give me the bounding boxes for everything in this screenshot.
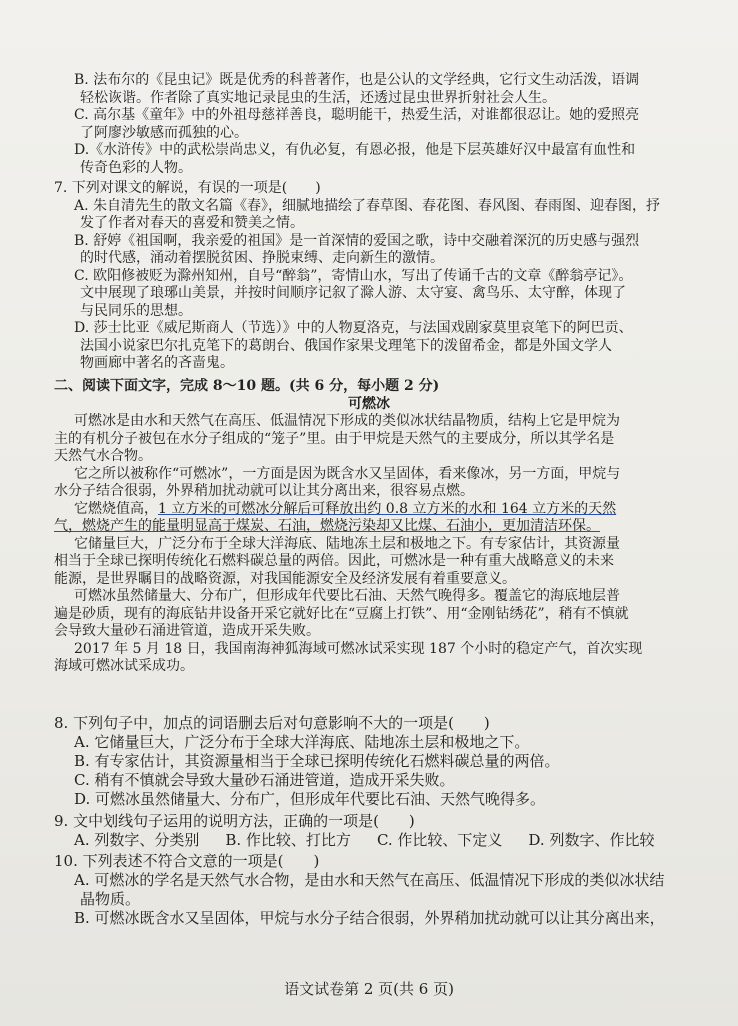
q6-option-b-line2: 轻松诙谐。作者除了真实地记录昆虫的生活，还透过昆虫世界折射社会人生。 [80,89,556,106]
q7-stem: 7. 下列对课文的解说，有误的一项是( ) [54,180,321,196]
passage-p4-line2: 相当于全球已探明传统化石燃料碳总量的两倍。因此，可燃冰是一种有重大战略意义的未来 [54,553,614,569]
q6-option-d-line1: D.《水浒传》中的武松崇尚忠义，有仇必复，有恩必报，他是下层英雄好汉中最富有血性和 [74,142,636,158]
q6-options [54,72,684,177]
passage-title: 可燃冰 [348,395,390,412]
q10-option-a-line2: 晶物质。 [80,890,141,908]
q7-option-a-line1: A. 朱自清先生的散文名篇《春》，细腻地描绘了春草图、春花图、春风图、春雨图、迎春图，抒 [74,197,661,214]
passage-p1-line3: 天然气水合物。 [54,448,152,464]
passage-p3-line1 [54,501,684,519]
q8-option-a: A. 它储量巨大，广泛分布于全球大洋海底、陆地冻土层和极地之下。 [74,733,530,751]
passage-p6-line1: 2017 年 5 月 18 日，我国南海神狐海域可燃冰试采实现 187 个小时的稳定产气，首次实现 [74,640,643,657]
passage-p2-line2: 水分子结合很弱，外界稍加扰动就可以让其分离出来，很容易点燃。 [54,483,474,499]
passage-p5-line1: 可燃冰虽然储量大、分布广，但形成年代要比石油、天然气晚得多。覆盖它的海底地层普 [74,588,620,604]
q6-option-b-line1: B. 法布尔的《昆虫记》既是优秀的科普著作，也是公认的文学经典，它行文生动活泼，语调 [74,72,640,88]
passage-p3-line2 [54,518,684,536]
underlined-sentence-part1: 1 立方米的可燃冰分解后可释放出约 0.8 立方米的水和 164 立方米的天然 [158,500,617,517]
q6-option-d-line2: 传奇色彩的人物。 [80,159,192,176]
passage-p4-line1: 它储量巨大，广泛分布于全球大洋海底、陆地冻土层和极地之下。有专家估计，其资源量 [74,535,620,552]
passage-p6-line2: 海域可燃冰试采成功。 [54,658,194,674]
q8-option-d: D. 可燃冰虽然储量大、分布广，但形成年代要比石油、天然气晚得多。 [74,790,546,808]
page-footer: 语文试卷第 2 页(共 6 页) [284,980,454,998]
q10-stem: 10. 下列表述不符合文意的一项是( ) [54,852,320,870]
section-heading: 二、阅读下面文字，完成 8～10 题。(共 6 分，每小题 2 分) [54,378,440,394]
q9-option-a: A. 列数字、分类别 [74,831,200,849]
q7-option-c-line3: 与民同乐的思想。 [80,302,192,319]
q7-option-d-line3: 物画廊中著名的吝啬鬼。 [80,355,234,371]
passage-p1-line1: 可燃冰是由水和天然气在高压、低温情况下形成的类似冰状结晶物质，结构上它是甲烷为 [74,413,620,429]
underlined-sentence-part2: 气，燃烧产生的能量明显高于煤炭、石油，燃烧污染却又比煤、石油小，更加清洁环保。 [54,518,600,534]
passage-p3-lead: 它燃烧值高， [74,500,158,517]
q7-option-d-line1: D. 莎士比亚《威尼斯商人（节选）》中的人物夏洛克，与法国戏剧家莫里哀笔下的阿巴贡、 [74,320,633,336]
q9-stem: 9. 文中划线句子运用的说明方法，正确的一项是( ) [54,812,415,830]
q7-option-d-line2: 法国小说家巴尔扎克笔下的葛朗台、俄国作家果戈理笔下的泼留希金，都是外国文学人 [80,337,612,354]
q9-option-c: C. 作比较、下定义 [376,831,503,849]
q8-option-c: C. 稍有不慎就会导致大量砂石涌进管道，造成开采失败。 [74,771,455,789]
question-8 [54,714,684,809]
passage-p1-line2: 主的有机分子被包在水分子组成的“笼子”里。由于甲烷是天然气的主要成分，所以其学名是 [54,430,615,447]
q6-option-c-line2: 了阿廖沙敏感而孤独的心。 [80,124,248,141]
passage-p5-line2: 遍是砂质，现有的海底钻井设备开采它就好比在“豆腐上打铁”、用“金刚钻绣花”，稍有不慎就 [54,605,629,622]
passage-p4-line3: 能源，是世界瞩目的战略资源，对我国能源安全及经济发展有着重要意义。 [54,570,516,587]
q10-option-b-line1: B. 可燃冰既含水又呈固体，甲烷与水分子结合很弱，外界稍加扰动就可以让其分离出来， [74,909,665,927]
q9-option-b: B. 作比较、打比方 [225,831,351,849]
reading-section [54,378,684,676]
passage-p2-line1: 它之所以被称作“可燃冰”，一方面是因为既含水又呈固体，看来像冰，另一方面，甲烷与 [74,465,621,482]
q10-option-a-line1: A. 可燃冰的学名是天然气水合物，是由水和天然气在高压、低温情况下形成的类似冰状结 [74,871,665,889]
question-10 [54,852,684,928]
q8-stem: 8. 下列句子中，加点的词语删去后对句意影响不大的一项是( ) [54,714,490,732]
question-7 [54,180,684,373]
q9-options [54,831,684,850]
q9-option-d: D. 列数字、作比较 [528,831,655,849]
passage-p5-line3: 会导致大量砂石涌进管道，造成开采失败。 [54,623,320,639]
q7-option-b-line2: 的时代感，涌动着摆脱贫困、挣脱束缚、走向新生的激情。 [80,250,444,266]
q7-option-a-line2: 发了作者对春天的喜爱和赞美之情。 [80,215,304,231]
q7-option-b-line1: B. 舒婷《祖国啊，我亲爱的祖国》是一首深情的爱国之歌，诗中交融着深沉的历史感与强烈 [74,232,640,249]
q7-option-c-line2: 文中展现了琅琊山美景，并按时间顺序记叙了滁人游、太守宴、禽鸟乐、太守醉，体现了 [80,285,626,301]
q7-option-c-line1: C. 欧阳修被贬为滁州知州，自号“醉翁”，寄情山水，写出了传诵千古的文章《醉翁亭记》。 [74,267,633,284]
q8-option-b: B. 有专家估计，其资源量相当于全球已探明传统化石燃料碳总量的两倍。 [74,752,560,770]
question-9 [54,812,684,850]
q6-option-c-line1: C. 高尔基《童年》中的外祖母慈祥善良，聪明能干，热爱生活，对谁都很忍让。她的爱照亮 [74,107,640,123]
